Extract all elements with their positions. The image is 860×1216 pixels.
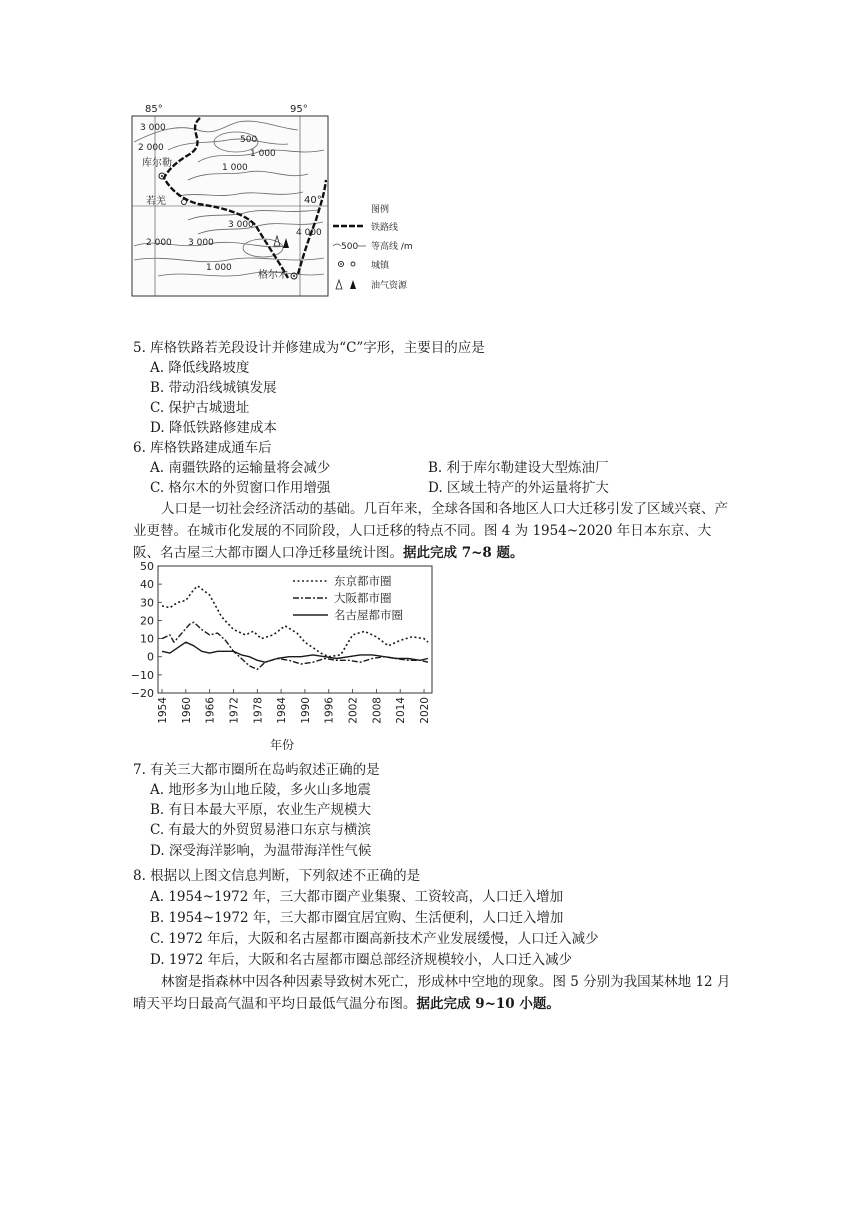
migration-line-chart — [128, 560, 438, 755]
q6-stem: 6. 库格铁路建成通车后 — [133, 440, 272, 456]
x-tick-label: 1996 — [323, 697, 336, 724]
svg-text:若羌: 若羌 — [146, 196, 166, 207]
x-tick-label: 2008 — [371, 697, 384, 724]
legend-rail: 铁路线 — [371, 223, 399, 233]
q7-option-d: D. 深受海洋影响，为温带海洋性气候 — [150, 843, 372, 859]
q6-option-a: A. 南疆铁路的运输量将会减少 — [150, 460, 331, 476]
series-line-nagoya — [162, 642, 428, 662]
q7-option-a: A. 地形多为山地丘陵，多火山多地震 — [150, 782, 371, 798]
map-legend — [333, 203, 413, 291]
contour-label: 3 000 — [188, 238, 214, 248]
q8-option-c: C. 1972 年后，大阪和名古屋都市圈高新技术产业发展缓慢，人口迁入减少 — [150, 931, 599, 947]
lat-label-40: 40° — [304, 195, 322, 206]
q8-option-d: D. 1972 年后，大阪和名古屋都市圈总部经济规模较小，人口迁入减少 — [150, 952, 573, 968]
contour-map — [128, 100, 428, 300]
legend-town: 城镇 — [371, 261, 390, 271]
x-tick-label: 1966 — [204, 697, 217, 724]
x-tick-label: 1972 — [228, 697, 241, 724]
contour-label: 3 000 — [228, 220, 254, 230]
x-tick-label: 2002 — [347, 697, 360, 724]
y-tick-label: 0 — [147, 650, 154, 664]
contour-label: 2 000 — [138, 143, 164, 153]
y-tick-label: −10 — [130, 668, 154, 682]
q5-option-c: C. 保护古城遗址 — [150, 400, 250, 416]
x-tick-label: 1978 — [252, 697, 265, 724]
intro-1-text: 人口是一切社会经济活动的基础。几百年来，全球各国和各地区人口大迁移引发了区域兴衰、产业更替。在城市化发展的不同阶段，人口迁移的特点不同。图 4 为 1954~2020 年日本东京、大阪、名古屋三大都市圈人口净迁移量统计图。 — [133, 501, 728, 561]
y-tick-label: 20 — [140, 614, 154, 628]
legend-oil: 油气资源 — [371, 281, 408, 291]
intro-1-instruction: 据此完成 7~8 题。 — [403, 545, 524, 561]
x-tick-label: 2020 — [419, 697, 432, 724]
y-tick-label: −20 — [130, 687, 154, 700]
contour-label: 3 000 — [140, 123, 166, 133]
q5-option-a: A. 降低线路坡度 — [150, 360, 250, 376]
chart-legend — [293, 574, 403, 622]
lon-label-95: 95° — [290, 104, 308, 115]
q6-option-c: C. 格尔木的外贸窗口作用增强 — [150, 480, 331, 496]
y-tick-label: 40 — [140, 578, 154, 592]
y-tick-label: 50 — [140, 560, 154, 573]
lon-label-85: 85° — [145, 104, 163, 115]
q6-option-d: D. 区域土特产的外运量将扩大 — [428, 480, 609, 496]
q8-stem: 8. 根据以上图文信息判断，下列叙述不正确的是 — [133, 868, 421, 884]
x-tick-label: 1990 — [299, 697, 312, 724]
legend-contour-sample: 500 — [341, 242, 359, 252]
contour-label: 500 — [240, 135, 258, 145]
q7-option-c: C. 有最大的外贸贸易港口东京与横滨 — [150, 822, 371, 838]
contour-label: 4 000 — [296, 228, 322, 238]
x-tick-label: 2014 — [395, 697, 408, 724]
y-tick-label: 30 — [140, 596, 154, 610]
contour-label: 1 000 — [206, 263, 232, 273]
q8-option-b: B. 1954~1972 年，三大都市圈宜居宜购、生活便利，人口迁入增加 — [150, 910, 564, 926]
contour-label: 1 000 — [250, 149, 276, 159]
legend-label-osaka: 大阪都市圈 — [334, 591, 392, 605]
x-tick-label: 1954 — [157, 697, 169, 724]
contour-label: 1 000 — [222, 163, 248, 173]
legend-label-nagoya: 名古屋都市圈 — [334, 608, 403, 622]
q8-option-a: A. 1954~1972 年，三大都市圈产业集聚、工资较高，人口迁入增加 — [150, 889, 564, 905]
legend-label-tokyo: 东京都市圈 — [334, 574, 392, 588]
q5-stem: 5. 库格铁路若羌段设计并修建成为“C”字形，主要目的应是 — [133, 340, 485, 356]
q5-option-d: D. 降低铁路修建成本 — [150, 420, 277, 436]
svg-text:库尔勒: 库尔勒 — [142, 158, 172, 169]
x-tick-label: 1960 — [180, 697, 193, 724]
contour-label: 2 000 — [146, 238, 172, 248]
intro-paragraph-2 — [133, 971, 733, 1015]
intro-2-text: 林窗是指森林中因各种因素导致树木死亡，形成林中空地的现象。图 5 分别为我国某林地 12 月晴天平均日最高气温和平均日最低气温分布图。 — [133, 974, 731, 1012]
chart-x-axis-label: 年份 — [270, 738, 295, 752]
y-tick-label: 10 — [140, 632, 154, 646]
legend-contour: 等高线 /m — [371, 242, 413, 252]
intro-paragraph-1 — [133, 498, 733, 564]
q5-option-b: B. 带动沿线城镇发展 — [150, 380, 277, 396]
svg-text:格尔木: 格尔木 — [258, 270, 288, 281]
q6-option-b: B. 利于库尔勒建设大型炼油厂 — [428, 460, 609, 476]
intro-2-instruction: 据此完成 9~10 小题。 — [416, 996, 560, 1012]
q7-stem: 7. 有关三大都市圈所在岛屿叙述正确的是 — [133, 762, 380, 778]
q7-option-b: B. 有日本最大平原，农业生产规模大 — [150, 802, 372, 818]
legend-title: 图例 — [371, 205, 390, 215]
x-tick-label: 1984 — [276, 697, 289, 724]
series-line-osaka — [162, 622, 428, 669]
